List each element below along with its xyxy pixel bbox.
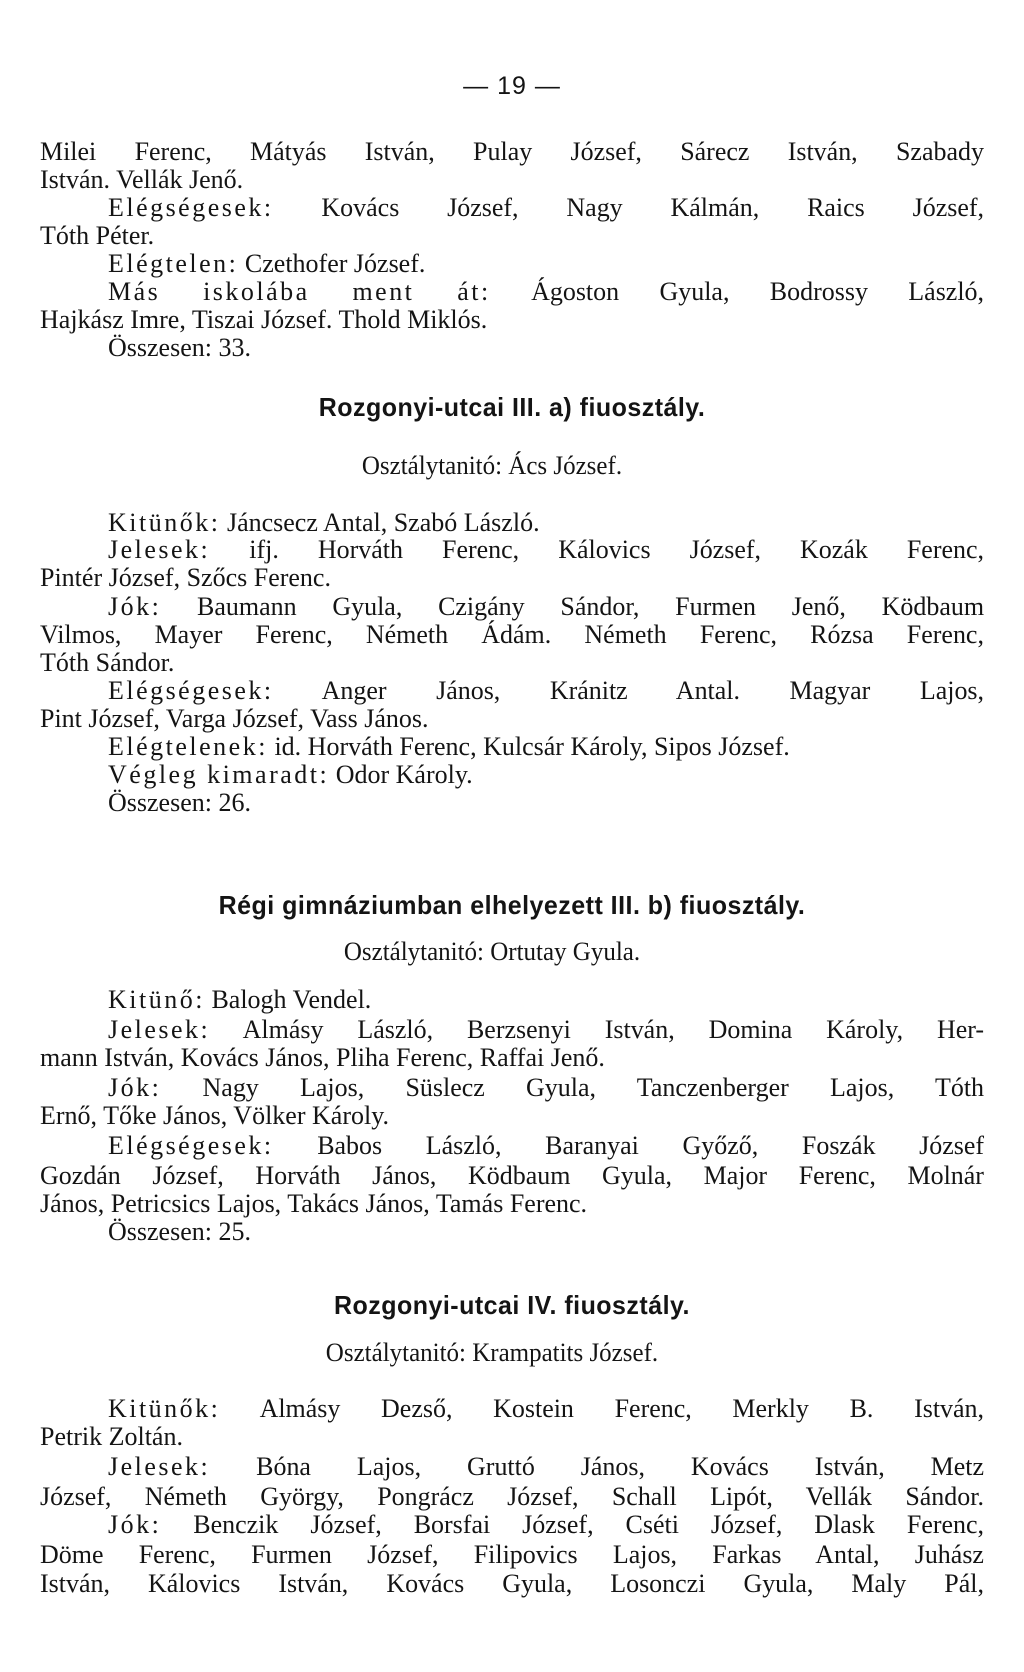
text-line <box>108 760 473 790</box>
category-label: Elégségesek: <box>108 193 274 222</box>
category-label: Más iskolába ment át: <box>108 277 491 306</box>
text-line: mann István, Kovács János, Pliha Ferenc, Raffai Jenő. <box>40 1043 605 1072</box>
text-line: Pintér József, Szőcs Ferenc. <box>40 563 331 592</box>
text-line <box>108 193 984 223</box>
names-text: Baumann Gyula, Czigány Sándor, Furmen Jenő, Ködbaum <box>161 592 985 621</box>
category-label: Jelesek: <box>108 1015 211 1044</box>
text-line <box>108 1015 984 1045</box>
page-number: — 19 — <box>463 72 561 100</box>
text-line <box>108 676 984 706</box>
text-line <box>108 277 984 307</box>
text-line: Gozdán József, Horváth János, Ködbaum Gyula, Major Ferenc, Molnár <box>40 1161 984 1190</box>
text-line: Hajkász Imre, Tiszai József. Thold Miklós. <box>40 305 488 334</box>
names-text: ifj. Horváth Ferenc, Kálovics József, Kozák Ferenc, <box>210 535 985 564</box>
section-heading: Régi gimnáziumban elhelyezett III. b) fiuosztály. <box>218 890 806 920</box>
names-text: Odor Károly. <box>329 760 473 789</box>
category-label: Elégségesek: <box>108 676 274 705</box>
names-text: Almásy Dezső, Kostein Ferenc, Merkly B. István, <box>220 1394 985 1423</box>
names-text: Balogh Vendel. <box>204 985 372 1014</box>
category-label: Jelesek: <box>108 535 211 564</box>
text-line <box>108 1131 984 1161</box>
text-line: Petrik Zoltán. <box>40 1422 183 1451</box>
text-line: István. Vellák Jenő. <box>40 165 244 194</box>
category-label: Jók: <box>108 592 162 621</box>
names-text: Nagy Lajos, Süslecz Gyula, Tanczenberger Lajos, Tóth <box>161 1073 985 1102</box>
text-line <box>108 1510 984 1540</box>
names-text: Ágoston Gyula, Bodrossy László, <box>490 277 985 306</box>
category-label: Jelesek: <box>108 1452 211 1481</box>
text-line: Tóth Sándor. <box>40 648 175 677</box>
category-label: Elégtelen: <box>108 249 239 278</box>
text-line: Vilmos, Mayer Ferenc, Németh Ádám. Németh Ferenc, Rózsa Ferenc, <box>40 620 984 649</box>
category-label: Jók: <box>108 1073 162 1102</box>
text-line <box>108 535 984 565</box>
class-teacher: Osztálytanitó: Krampatits József. <box>325 1338 659 1367</box>
names-text: Benczik József, Borsfai József, Cséti József, Dlask Ferenc, <box>161 1510 985 1539</box>
text-line: Döme Ferenc, Furmen József, Filipovics Lajos, Farkas Antal, Juhász <box>40 1540 984 1569</box>
category-label: Jók: <box>108 1510 162 1539</box>
category-label: Elégtelenek: <box>108 732 268 761</box>
class-teacher: Osztálytanitó: Ortutay Gyula. <box>343 937 641 966</box>
names-text: Jáncsecz Antal, Szabó László. <box>220 508 540 537</box>
names-text: Almásy László, Berzsenyi István, Domina Károly, Her- <box>210 1015 985 1044</box>
category-label: Kitünők: <box>108 1394 221 1423</box>
names-text: id. Horváth Ferenc, Kulcsár Károly, Sipos József. <box>267 732 790 761</box>
names-text: Babos László, Baranyai Győző, Foszák József <box>273 1131 985 1160</box>
section-heading: Rozgonyi-utcai III. a) fiuosztály. <box>318 392 706 422</box>
category-label: Elégségesek: <box>108 1131 274 1160</box>
section-heading: Rozgonyi-utcai IV. fiuosztály. <box>334 1290 690 1320</box>
text-line: Milei Ferenc, Mátyás István, Pulay József, Sárecz István, Szabady <box>40 137 984 166</box>
category-label: Kitünők: <box>108 508 221 537</box>
category-label: Kitünő: <box>108 985 205 1014</box>
category-label: Végleg kimaradt: <box>108 760 330 789</box>
total-line: Összesen: 25. <box>108 1217 251 1246</box>
class-teacher: Osztálytanitó: Ács József. <box>361 451 623 480</box>
names-text: Bóna Lajos, Gruttó János, Kovács István, Metz <box>210 1452 985 1481</box>
text-line <box>108 592 984 622</box>
total-line: Összesen: 26. <box>108 788 251 817</box>
text-line <box>108 1394 984 1424</box>
text-line <box>108 732 790 762</box>
total-line: Összesen: 33. <box>108 333 251 362</box>
text-line: Tóth Péter. <box>40 221 155 250</box>
text-line <box>108 985 371 1015</box>
names-text: Czethofer József. <box>238 249 426 278</box>
text-line: Pint József, Varga József, Vass János. <box>40 704 429 733</box>
text-line: Ernő, Tőke János, Völker Károly. <box>40 1101 390 1130</box>
text-line <box>108 1073 984 1103</box>
names-text: Anger János, Kránitz Antal. Magyar Lajos, <box>273 676 985 705</box>
text-line: István, Kálovics István, Kovács Gyula, Losonczi Gyula, Maly Pál, <box>40 1569 984 1598</box>
names-text: Kovács József, Nagy Kálmán, Raics József, <box>273 193 985 222</box>
text-line: József, Németh György, Pongrácz József, Schall Lipót, Vellák Sándor. <box>40 1482 984 1511</box>
text-line <box>108 1452 984 1482</box>
text-line <box>108 249 425 279</box>
text-line <box>108 508 540 538</box>
text-line: János, Petricsics Lajos, Takács János, Tamás Ferenc. <box>40 1189 588 1218</box>
